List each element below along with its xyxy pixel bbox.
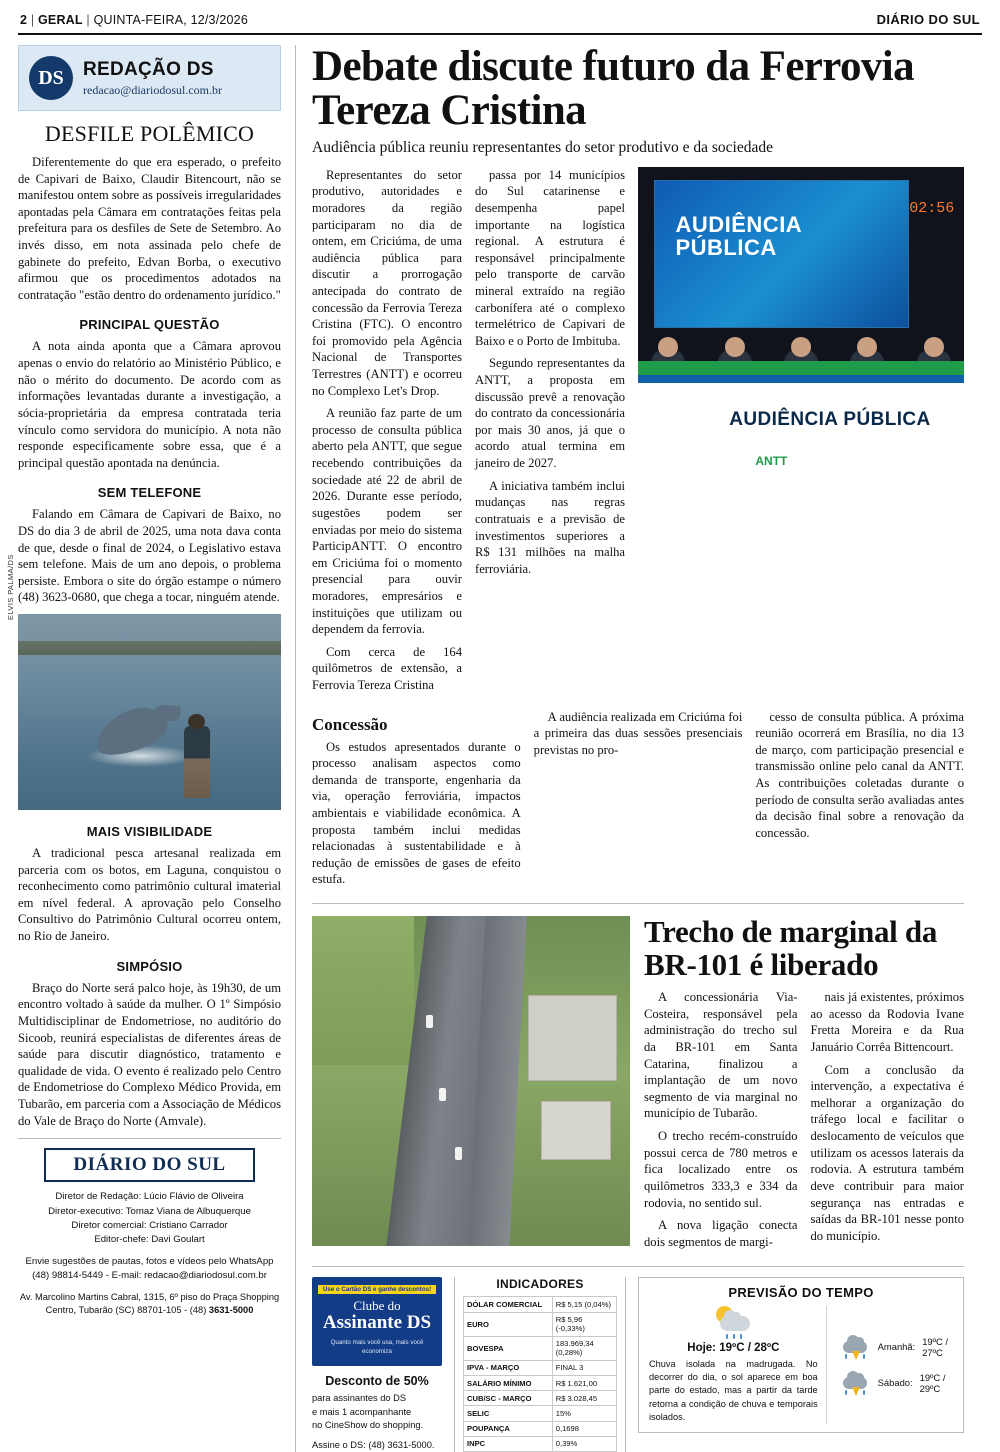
indicator-label: POUPANÇA [464,1421,553,1436]
table-row [464,1297,617,1312]
lightning-bolt-shape [852,1351,860,1360]
section-heading-principal: PRINCIPAL QUESTÃO [79,317,220,333]
publication-date: QUINTA-FEIRA, 12/3/2026 [93,13,248,27]
indicators-title: INDICADORES [496,1277,584,1292]
banner-org-logo: ANTT [755,453,788,468]
expediente-address [18,1291,281,1319]
forecast-row-tomorrow [837,1334,953,1360]
weather-today-temp [649,1342,818,1354]
section-heading-telefone: SEM TELEFONE [97,485,202,501]
redacao-box [18,45,281,111]
photo-credit: ELVIS PALMA/DS [6,554,15,621]
indicator-label: SALÁRIO MÍNIMO [464,1376,553,1391]
lead-column-3-spacer [312,709,521,894]
club-ad-detail-3: no CineShow do shopping. [312,1420,424,1431]
car-3 [455,1147,462,1160]
lead-deck: Audiência pública reuniu representantes do setor produtivo e da sociedade [312,138,773,156]
raindrop-2 [863,1354,865,1359]
section-heading-desfile: DESFILE POLÊMICO [44,121,255,146]
banner-title: AUDIÊNCIA PÚBLICA [729,408,931,430]
lightning-bolt-shape [852,1387,860,1396]
weather-today-value: 19ºC / 28ºC [719,1342,780,1355]
expediente-logo: DIÁRIO DO SUL [73,1154,226,1176]
club-ad-fine: Quanto mais você usa, mais você economiza [330,1338,424,1355]
forecast-temp: 19ºC / 27ºC [922,1335,949,1358]
lead-p7: Os estudos apresentados durante o processo analisam aspectos como demanda de transporte, engenharia da via, operação ferroviária, impactos ambientais e viabilidade econômica. A proposta também inclui medidas relacionadas à sustentabilidade e à redução de emissões de gases de efeito estufa. [312,739,521,887]
banner-green-bar [638,361,964,375]
cloud-shape [720,1316,750,1331]
weather-today [649,1306,827,1423]
raindrop-1 [845,1354,847,1359]
weather-panel [638,1277,964,1432]
indicator-label: INPC [464,1436,553,1451]
raindrop-1 [845,1390,847,1395]
forecast-day: Sábado: [877,1377,913,1389]
indicator-label: BOVESPA [464,1336,553,1360]
club-ad-detail-4: Assine o DS: (48) 3631-5000. [312,1439,435,1450]
storm-icon [837,1370,871,1396]
section-name: GERAL [37,13,83,27]
section-heading-visibilidade: MAIS VISIBILIDADE [86,824,213,840]
left-column [6,45,296,1452]
raindrop-2 [733,1334,735,1339]
lead-photo-column [638,167,964,700]
indicator-value: 0,1698 [552,1421,616,1436]
table-row [464,1376,617,1391]
lead-column-1 [312,167,462,700]
lead-p3: Com cerca de 164 quilômetros de extensão, a Ferrovia Tereza Cristina [312,644,462,692]
credit-line-3: Diretor comercial: Cristiano Carrador [71,1219,228,1231]
second-p1: A concessionária Via-Costeira, responsável pela administração do trecho sul da BR-101 em Santa Catarina, finalizou a implantação de um novo segmento de via marginal no município de Tubarão. [644,990,798,1121]
fisherman-shape [184,726,210,798]
second-story-photo-column [312,916,630,1256]
club-ad-detail-1: para assinantes do DS [312,1393,407,1404]
forecast-row-saturday [837,1370,953,1396]
photo-audiencia-publica [638,167,964,502]
second-p4: nais já existentes, próximos ao acesso da Rodovia Ivane Fretta Moreira e da Rua Januário Corrêa Bittencourt. [810,990,964,1055]
club-ad-detail-2: e mais 1 acompanhante [312,1406,412,1417]
club-ad-strip: Use o Cartão DS e ganhe descontos! [318,1285,436,1294]
club-ad-line1: Clube do [353,1298,401,1314]
second-p2: O trecho recém-construído possui cerca de 780 metros e fica localizado entre os quilômetros 333,3 e 334 da rodovia, no sentido sul. [644,1129,798,1210]
raindrop-3 [740,1334,742,1339]
page-number: 2 [20,13,28,27]
indicator-value: 0,39% [552,1436,616,1451]
lead-headline: Debate discute futuro da Ferrovia Tereza Cristina [312,43,915,134]
table-row [464,1312,617,1336]
screen-title-line2: PÚBLICA [675,235,777,261]
indicators-panel [454,1277,626,1452]
field-shape [312,916,414,1065]
indicator-value: R$ 5,96 (-0,33%) [552,1312,616,1336]
table-row [464,1406,617,1421]
lot-shape-1 [528,995,617,1081]
redacao-text [83,59,222,98]
credit-line-1: Diretor de Redação: Lúcio Flávio de Oliveira [55,1191,244,1203]
indicator-value: R$ 3.028,45 [552,1391,616,1406]
sun-cloud-rain-icon [710,1306,756,1340]
weather-forecast [837,1306,953,1423]
second-column-2 [811,989,965,1256]
club-ad-line2: Assinante DS [322,1311,432,1333]
banner-blue-bar [638,375,964,383]
paragraph-principal: A nota ainda aponta que a Câmara aprovou apenas o envio do relatório ao Ministério Público, e não o mérito do documento. De acordo com as informações levantadas durante a investigação, a sócia-proprietária da empresa contratada teria vínculo como servidora do município. A nota não responde especificamente sobre essa, que é a principal questão apontada na denúncia. [18,339,281,470]
second-headline: Trecho de marginal da BR-101 é liberado [644,914,938,982]
lead-p8: A audiência realizada em Criciúma foi a primeira das duas sessões presenciais previstas no pro- [533,709,743,757]
indicator-value: R$ 5,15 (0,04%) [552,1297,616,1312]
address-line-2 [18,1304,281,1318]
car-2 [439,1088,446,1101]
weather-title: PREVISÃO DO TEMPO [728,1285,874,1301]
lead-column-4 [534,709,743,894]
lead-p4: passa por 14 municípios do Sul catarinense e desempenha papel importante na logística regional. A estrutura é responsável principalmente pelo transporte de carvão mineral extraído na região carbonífera até o complexo termelétrico de Capivari de Baixo e o Porto de Imbituba. [475,167,625,348]
page-masthead [18,0,982,35]
address-line-1: Av. Marcolino Martins Cabral, 1315, 6º piso do Praça Shopping [19,1291,280,1302]
second-story-text-column [644,916,964,1256]
table-row [464,1421,617,1436]
indicator-value: 183.969,34 (0,28%) [552,1336,616,1360]
masthead-divider-1: | [30,13,35,27]
indicator-label: SELIC [464,1406,553,1421]
stage-banner [638,361,964,502]
lead-column-2 [475,167,625,700]
screen-clock: 02:56 [909,200,955,218]
lead-p9: cesso de consulta pública. A próxima reunião ocorrerá em Brasília, no dia 13 de março, com participação presencial e transmissão online pelo canal da ANTT. As contribuições coletadas durante o período de consulta serão avaliadas antes da decisão final sobre a renovação da concessão. [755,709,965,840]
expediente-phone: 3631-5000 [208,1305,254,1316]
credit-line-4: Editor-chefe: Davi Goulart [94,1234,205,1246]
expediente-credits [18,1190,281,1248]
second-column-1 [644,989,798,1256]
right-column [296,45,964,1452]
screen-title [675,213,802,259]
paragraph-visibilidade: A tradicional pesca artesanal realizada em parceria com os botos, em Laguna, conquistou o reconhecimento como patrimônio cultural imaterial em nível federal. A aprovação pelo Conselho Consultivo do Patrimônio Cultural ocorreu ontem, no Rio de Janeiro. [18,846,281,944]
club-ad-box [312,1277,442,1366]
club-ad-discount: Desconto de 50% [325,1374,429,1389]
lead-p2: A reunião faz parte de um processo de consulta pública aberto pela ANTT, que segue recebendo contribuições da sociedade até 22 de abril de 2026. Durante esse período, sugestões podem ser enviadas por meio do sistema ParticipANTT. O encontro em Criciúma foi o momento presencial para ouvir moradores, empresários e instituições que utilizam ou dependem da ferrovia. [312,406,462,637]
raindrop-2 [863,1390,865,1395]
credit-line-2: Diretor-executivo: Tomaz Viana de Albuquerque [48,1205,251,1217]
screen-shape [654,180,908,327]
paragraph-desfile: Diferentemente do que era esperado, o prefeito de Capivari de Baixo, Claudir Bitencourt, não se manifestou ontem sobre as possíveis irregularidades apontadas pela Câmara em contratações feitas pela prefeitura para os desfiles de Sete de Setembro. Ao invés disso, em nota assinada pelo chefe de gabinete do prefeito, Edvan Borba, o executivo afirmou que os procedimentos adotados na contratação "estão dentro do ordenamento jurídico." [18,155,281,302]
lead-p6: A iniciativa também inclui mudanças nas regras contratuais e a previsão de investimentos superiores a R$ 131 milhões na malha ferroviária. [475,478,625,576]
storm-icon [837,1334,871,1360]
indicators-table [463,1296,617,1452]
address-city: Centro, Tubarão (SC) 88701-105 - (48) [45,1305,207,1316]
lot-shape-2 [541,1101,611,1160]
photo-dolphin-fishing [18,614,281,810]
indicator-label: DÓLAR COMERCIAL [464,1297,553,1312]
second-p5: Com a conclusão da intervenção, a expectativa é melhorar a organização do tráfego local e facilitar o deslocamento de veículos que utilizam os acessos laterais da rodovia. A estrutura também deve contribuir para maior segurança nas entradas e saídas da BR-101 nesse ponto do município. [810,1062,964,1243]
weather-body [649,1306,953,1423]
redacao-email[interactable]: redacao@diariodosul.com.br [83,82,223,97]
lead-bottom-grid [312,709,964,894]
section-heading-simposio: SIMPÓSIO [116,958,183,974]
divider-expediente [18,1138,281,1139]
indicator-label: EURO [464,1312,553,1336]
raindrop-1 [726,1334,728,1339]
indicator-value: 15% [552,1406,616,1421]
photo-br101-marginal [312,916,630,1246]
lead-column-5 [755,709,964,894]
ds-logo-icon: DS [29,56,73,100]
table-row [464,1391,617,1406]
lead-p1: Representantes do setor produtivo, autoridades e moradores da região participaram no dia de ontem, em Criciúma, de uma audiência pública para discutir a prorrogação antecipada do contrato de concessão da Ferrovia Tereza Cristina (FTC). O encontro foi promovido pela Agência Nacional de Transportes Terrestres (ANTT) e ocorreu no Complexo Let's Drop. [312,167,462,398]
indicator-value: R$ 1.621,00 [552,1376,616,1391]
screen-title-line1: AUDIÊNCIA [675,212,803,238]
lead-subhead-concessao: Concessão [312,714,388,734]
second-story [312,916,964,1256]
table-row [464,1436,617,1451]
paragraph-telefone: Falando em Câmara de Capivari de Baixo, no DS do dia 3 de abril de 2025, uma nota dava conta de que, desde o final de 2024, o Legislativo estava sem telefone. Mais de um ano depois, o problema persiste. Embora o site do órgão estampe o número (48) 3623-0680, que chega a tocar, ninguém atende. [18,507,281,605]
divider-story2 [312,903,964,904]
weather-today-label: Hoje: [687,1342,717,1355]
indicator-label: CUB/SC - MARÇO [464,1391,553,1406]
weather-today-desc: Chuva isolada na madrugada. No decorrer do dia, o sol aparece em boa parte do estado, mas a partir da tarde retorna a condição de chuva e temporais isolados. [649,1359,818,1422]
paper-name: DIÁRIO DO SUL [876,12,980,27]
second-p3: A nova ligação conecta dois segmentos de margi- [644,1218,798,1249]
tip-email: E-mail: redacao@diariodosul.com.br [111,1270,267,1282]
lead-top-grid [312,167,964,700]
table-row [464,1360,617,1375]
forecast-day: Amanhã: [877,1341,916,1353]
tip-phone: (48) 98814-5449 [32,1270,104,1282]
expediente-block [18,1148,281,1318]
expediente-logo-box [44,1148,255,1182]
tip-contact[interactable]: (48) 98814-5449 - E-mail: redacao@diariodosul.com.br [32,1270,267,1282]
tip-line: Envie sugestões de pautas, fotos e vídeos pelo WhatsApp [25,1255,274,1267]
masthead-divider-2: | [86,13,90,27]
indicator-label: IPVA - MARÇO [464,1360,553,1375]
second-story-columns [644,989,964,1256]
table-row [464,1336,617,1360]
indicator-value: FINAL 3 [552,1360,616,1375]
expediente-tips [18,1255,281,1284]
lead-p5: Segundo representantes da ANTT, a proposta em discussão prevê a renovação do contrato da concessionária por mais 30 anos, já que o acordo atual termina em janeiro de 2027. [475,356,625,471]
page-content [6,35,982,1452]
paragraph-simposio: Braço do Norte será palco hoje, às 19h30, de um encontro voltado à saúde da mulher. O 1º Simpósio Multidisciplinar de Endometriose, no auditório do Sicoob, reunirá especialistas de diferentes áreas de saúde para discutir diagnóstico, tratamento e qualidade de vida. O evento é realizado pelo Centro de Endometriose do Complexo Médico Provida, em Tubarão, em parceria com a Associação de Médicos do Vale de Braço do Norte (Amvale). [18,980,281,1128]
car-1 [426,1015,433,1028]
club-ad[interactable] [312,1277,442,1452]
masthead-left [20,13,248,27]
forecast-temp: 19ºC / 29ºC [919,1371,946,1394]
redacao-title: REDAÇÃO DS [83,58,214,80]
club-ad-details [312,1392,442,1452]
bottom-strip [312,1266,964,1452]
